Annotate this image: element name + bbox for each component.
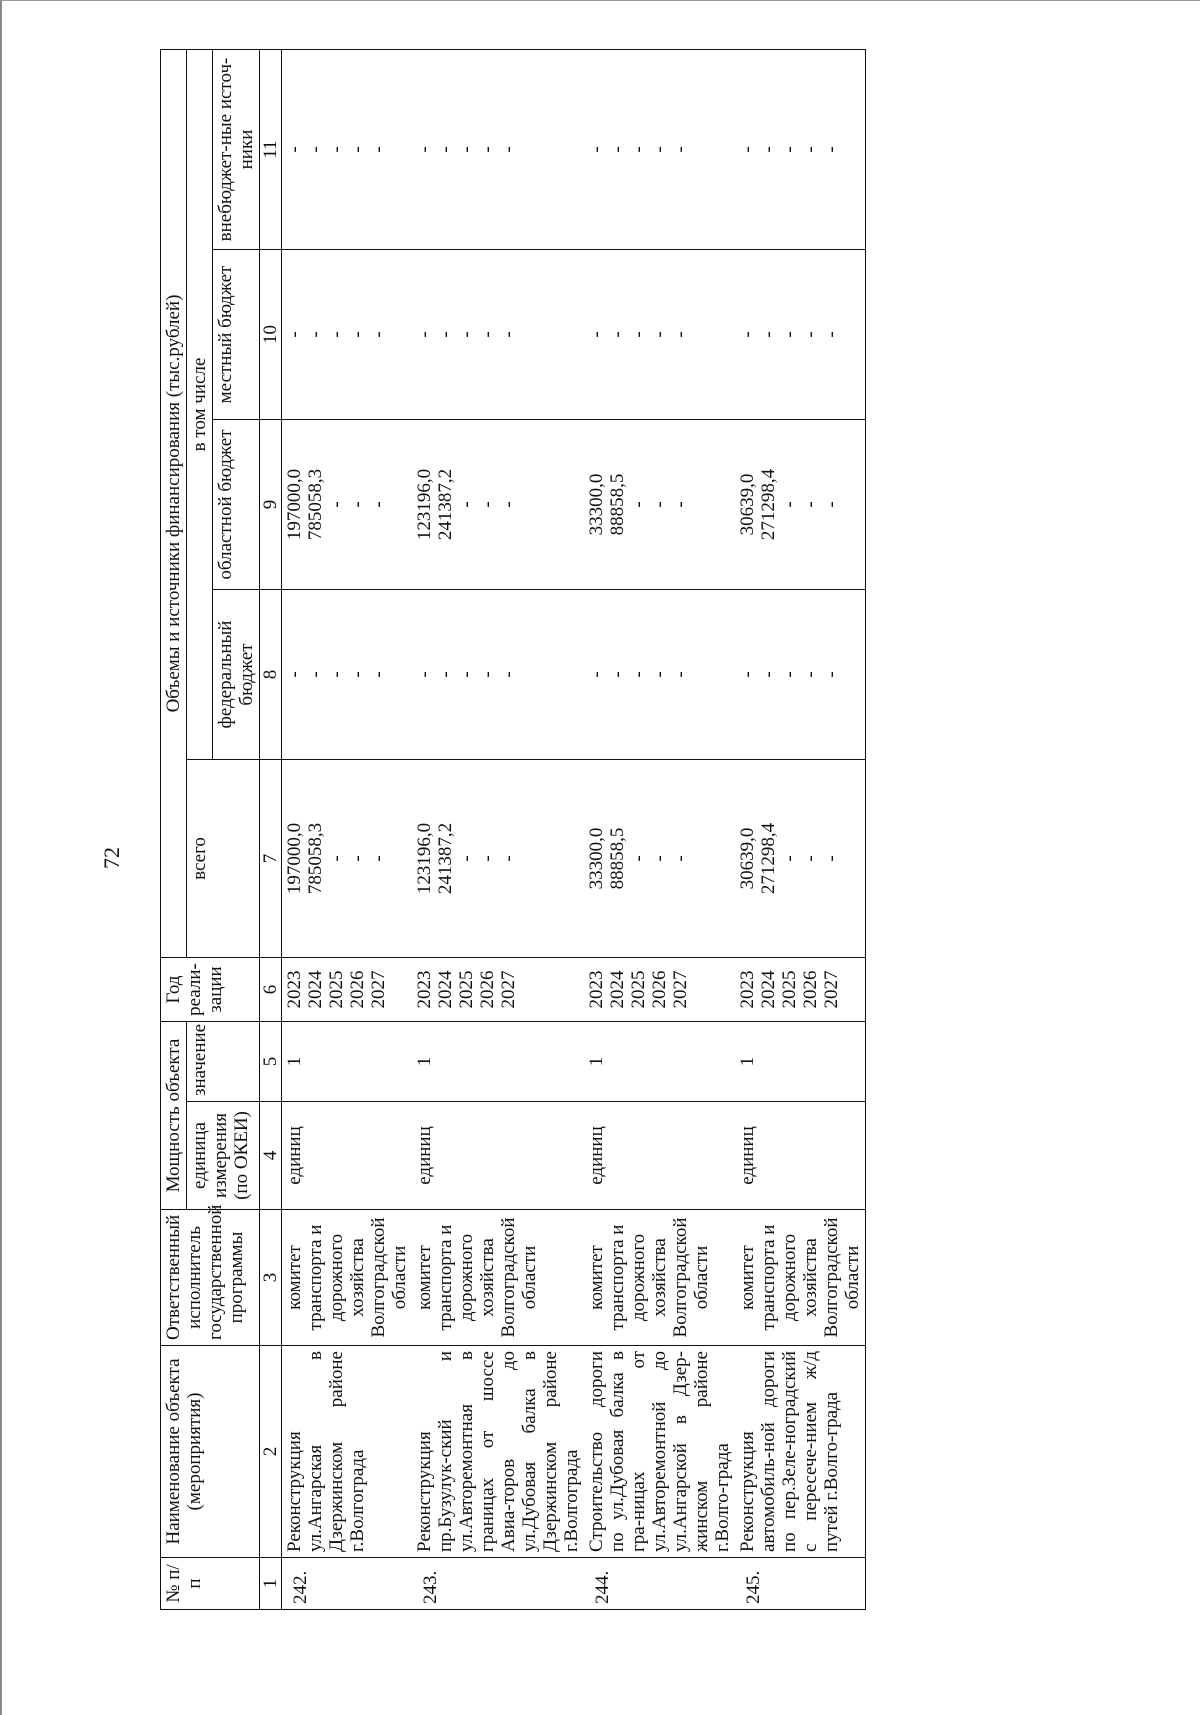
- total-list: [282, 760, 413, 958]
- value-item: 2025: [628, 970, 649, 1009]
- regional-list: [412, 420, 584, 590]
- value-item: -: [368, 501, 389, 508]
- value-item: 2027: [670, 970, 691, 1009]
- value-item: -: [607, 671, 628, 678]
- value-item: -: [649, 671, 670, 678]
- value-item: 33300,0: [586, 473, 607, 536]
- value-item: -: [779, 331, 800, 338]
- value-item: -: [800, 671, 821, 678]
- value-item: 2025: [456, 970, 477, 1009]
- col-number: 2: [260, 1346, 282, 1558]
- value-item: 2024: [758, 970, 779, 1009]
- value-item: -: [821, 855, 842, 862]
- financing-table: [160, 49, 866, 1610]
- value-item: 30639,0: [737, 473, 758, 536]
- value-item: -: [821, 501, 842, 508]
- value-item: -: [368, 855, 389, 862]
- value-item: -: [498, 331, 519, 338]
- value-item: 2027: [498, 970, 519, 1009]
- value-item: -: [607, 146, 628, 153]
- value-item: -: [435, 146, 456, 153]
- header-incl: в том числе: [187, 49, 213, 759]
- value-item: -: [670, 146, 691, 153]
- value-item: -: [326, 501, 347, 508]
- value-item: -: [800, 855, 821, 862]
- row-number: 242.: [282, 1558, 413, 1610]
- year-list: [584, 958, 735, 1022]
- table-body: [282, 49, 866, 1609]
- value-item: -: [347, 855, 368, 862]
- value-item: -: [779, 671, 800, 678]
- header-value: значение: [187, 1022, 260, 1102]
- total-list: [412, 760, 584, 958]
- value-item: -: [435, 671, 456, 678]
- value-item: 2026: [477, 970, 498, 1009]
- capacity-unit: единиц: [584, 1102, 735, 1210]
- capacity-value: 1: [282, 1022, 413, 1102]
- regional-list: [584, 420, 735, 590]
- executor: комитет транспорта и дорожного хозяйства Волгоградской области: [412, 1210, 584, 1346]
- value-item: 2023: [284, 970, 305, 1009]
- column-number-row: [260, 49, 282, 1609]
- value-item: -: [347, 146, 368, 153]
- value-item: 241387,2: [435, 822, 456, 895]
- federal-list: [412, 590, 584, 760]
- object-name: Реконструкция автомобиль-ной дороги по пер.Зеле-ноградский с пересече-нием ж/д путей г.Волго-града: [735, 1346, 866, 1558]
- col-number: 9: [260, 420, 282, 590]
- value-item: -: [347, 671, 368, 678]
- value-item: -: [649, 501, 670, 508]
- value-item: -: [305, 331, 326, 338]
- value-item: -: [586, 671, 607, 678]
- value-item: -: [737, 146, 758, 153]
- col-number: 4: [260, 1102, 282, 1210]
- col-number: 10: [260, 250, 282, 420]
- federal-list: [735, 590, 866, 760]
- year-list: [735, 958, 866, 1022]
- extrabudget-list: [735, 49, 866, 249]
- extrabudget-list: [584, 49, 735, 249]
- value-item: 88858,5: [607, 827, 628, 890]
- value-item: -: [498, 501, 519, 508]
- local-list: [584, 250, 735, 420]
- table-row: [412, 49, 584, 1609]
- value-item: 123196,0: [414, 822, 435, 895]
- table-row: [282, 49, 413, 1609]
- value-item: 2024: [305, 970, 326, 1009]
- year-list: [282, 958, 413, 1022]
- value-item: -: [477, 331, 498, 338]
- value-item: -: [670, 671, 691, 678]
- value-item: 88858,5: [607, 473, 628, 536]
- value-item: -: [737, 671, 758, 678]
- value-item: 30639,0: [737, 827, 758, 890]
- value-item: -: [670, 501, 691, 508]
- value-item: -: [758, 146, 779, 153]
- value-item: -: [326, 855, 347, 862]
- row-number: 245.: [735, 1558, 866, 1610]
- value-item: -: [649, 855, 670, 862]
- extrabudget-list: [412, 49, 584, 249]
- value-item: -: [628, 855, 649, 862]
- header-year: Год реали-зации: [161, 958, 260, 1022]
- value-item: 2025: [779, 970, 800, 1009]
- col-number: 5: [260, 1022, 282, 1102]
- value-item: 2025: [326, 970, 347, 1009]
- value-item: -: [800, 501, 821, 508]
- capacity-value: 1: [584, 1022, 735, 1102]
- object-name: Реконструкция пр.Бузулук-ский и ул.Авторемонтная в границах от шоссе Авиа-торов до ул.Дубовая балка в Дзержинском районе г.Волгограда: [412, 1346, 584, 1558]
- row-number: 243.: [412, 1558, 584, 1610]
- value-item: -: [607, 331, 628, 338]
- value-item: -: [326, 331, 347, 338]
- value-item: -: [586, 331, 607, 338]
- value-item: 2023: [414, 970, 435, 1009]
- header-unit: единица измерения (по ОКЕИ): [187, 1102, 260, 1210]
- capacity-unit: единиц: [282, 1102, 413, 1210]
- scan-edge-top: [0, 0, 1200, 1]
- value-item: -: [779, 855, 800, 862]
- value-item: 2026: [800, 970, 821, 1009]
- value-item: -: [649, 146, 670, 153]
- value-item: -: [586, 146, 607, 153]
- value-item: -: [347, 331, 368, 338]
- header-federal: федеральный бюджет: [213, 590, 260, 760]
- value-item: -: [347, 501, 368, 508]
- value-item: -: [305, 146, 326, 153]
- value-item: -: [414, 331, 435, 338]
- value-item: -: [628, 146, 649, 153]
- capacity-unit: единиц: [412, 1102, 584, 1210]
- value-item: -: [758, 331, 779, 338]
- value-item: -: [649, 331, 670, 338]
- header-num: № п/п: [161, 1558, 260, 1610]
- local-list: [282, 250, 413, 420]
- capacity-value: 1: [735, 1022, 866, 1102]
- value-item: -: [779, 501, 800, 508]
- value-item: -: [670, 331, 691, 338]
- executor: комитет транспорта и дорожного хозяйства Волгоградской области: [282, 1210, 413, 1346]
- value-item: -: [628, 501, 649, 508]
- header-regional: областной бюджет: [213, 420, 260, 590]
- value-item: 2024: [607, 970, 628, 1009]
- value-item: -: [498, 146, 519, 153]
- regional-list: [735, 420, 866, 590]
- value-item: 123196,0: [414, 468, 435, 541]
- value-item: -: [758, 671, 779, 678]
- value-item: -: [456, 331, 477, 338]
- value-item: 271298,4: [758, 468, 779, 541]
- value-item: 271298,4: [758, 822, 779, 895]
- value-item: 197000,0: [284, 468, 305, 541]
- value-item: 197000,0: [284, 822, 305, 895]
- table-row: [584, 49, 735, 1609]
- value-item: -: [821, 331, 842, 338]
- value-item: -: [456, 501, 477, 508]
- value-item: -: [456, 855, 477, 862]
- value-item: -: [435, 331, 456, 338]
- value-item: -: [477, 146, 498, 153]
- total-list: [584, 760, 735, 958]
- value-item: 33300,0: [586, 827, 607, 890]
- capacity-value: 1: [412, 1022, 584, 1102]
- value-item: -: [477, 501, 498, 508]
- value-item: -: [477, 855, 498, 862]
- header-capacity: Мощность объекта: [161, 1022, 187, 1210]
- value-item: -: [800, 146, 821, 153]
- value-item: 2027: [368, 970, 389, 1009]
- value-item: -: [477, 671, 498, 678]
- col-number: 3: [260, 1210, 282, 1346]
- federal-list: [584, 590, 735, 760]
- page-number: 72: [99, 847, 124, 869]
- federal-list: [282, 590, 413, 760]
- header-extra: внебюджет-ные источ-ники: [213, 49, 260, 249]
- col-number: 1: [260, 1558, 282, 1610]
- local-list: [412, 250, 584, 420]
- value-item: -: [670, 855, 691, 862]
- extrabudget-list: [282, 49, 413, 249]
- value-item: -: [821, 671, 842, 678]
- scan-edge: [0, 0, 2, 1715]
- header-total: всего: [187, 760, 260, 958]
- local-list: [735, 250, 866, 420]
- executor: комитет транспорта и дорожного хозяйства Волгоградской области: [584, 1210, 735, 1346]
- value-item: -: [498, 855, 519, 862]
- header-name: Наименование объекта (мероприятия): [161, 1346, 260, 1558]
- year-list: [412, 958, 584, 1022]
- value-item: -: [628, 671, 649, 678]
- value-item: 241387,2: [435, 468, 456, 541]
- row-number: 244.: [584, 1558, 735, 1610]
- header-executor: Ответственный исполнитель государственной программы: [161, 1210, 260, 1346]
- value-item: -: [456, 146, 477, 153]
- value-item: -: [498, 671, 519, 678]
- value-item: -: [414, 671, 435, 678]
- col-number: 7: [260, 760, 282, 958]
- value-item: -: [821, 146, 842, 153]
- value-item: -: [326, 671, 347, 678]
- value-item: -: [779, 146, 800, 153]
- col-number: 11: [260, 49, 282, 249]
- header-local: местный бюджет: [213, 250, 260, 420]
- executor: комитет транспорта и дорожного хозяйства Волгоградской области: [735, 1210, 866, 1346]
- value-item: 785058,3: [305, 468, 326, 541]
- value-item: 2023: [737, 970, 758, 1009]
- table-row: [735, 49, 866, 1609]
- value-item: -: [800, 331, 821, 338]
- capacity-unit: единиц: [735, 1102, 866, 1210]
- total-list: [735, 760, 866, 958]
- regional-list: [282, 420, 413, 590]
- value-item: -: [628, 331, 649, 338]
- value-item: -: [456, 671, 477, 678]
- value-item: 2023: [586, 970, 607, 1009]
- value-item: -: [414, 146, 435, 153]
- value-item: -: [737, 331, 758, 338]
- value-item: -: [284, 671, 305, 678]
- value-item: -: [368, 331, 389, 338]
- value-item: 785058,3: [305, 822, 326, 895]
- value-item: -: [368, 671, 389, 678]
- rotated-page: [160, 50, 1190, 1610]
- value-item: -: [284, 331, 305, 338]
- value-item: -: [284, 146, 305, 153]
- value-item: -: [368, 146, 389, 153]
- value-item: 2024: [435, 970, 456, 1009]
- value-item: -: [326, 146, 347, 153]
- value-item: 2027: [821, 970, 842, 1009]
- col-number: 8: [260, 590, 282, 760]
- value-item: 2026: [649, 970, 670, 1009]
- col-number: 6: [260, 958, 282, 1022]
- object-name: Строительство дороги по ул.Дубовая балка в гра-ницах от ул.Авторемонтной до ул.Ангарской в Дзер-жинском районе г.Волго-града: [584, 1346, 735, 1558]
- header-funding: Объемы и источники финансирования (тыс.рублей): [161, 49, 187, 957]
- value-item: 2026: [347, 970, 368, 1009]
- value-item: -: [305, 671, 326, 678]
- object-name: Реконструкция ул.Ангарская в Дзержинском районе г.Волгограда: [282, 1346, 413, 1558]
